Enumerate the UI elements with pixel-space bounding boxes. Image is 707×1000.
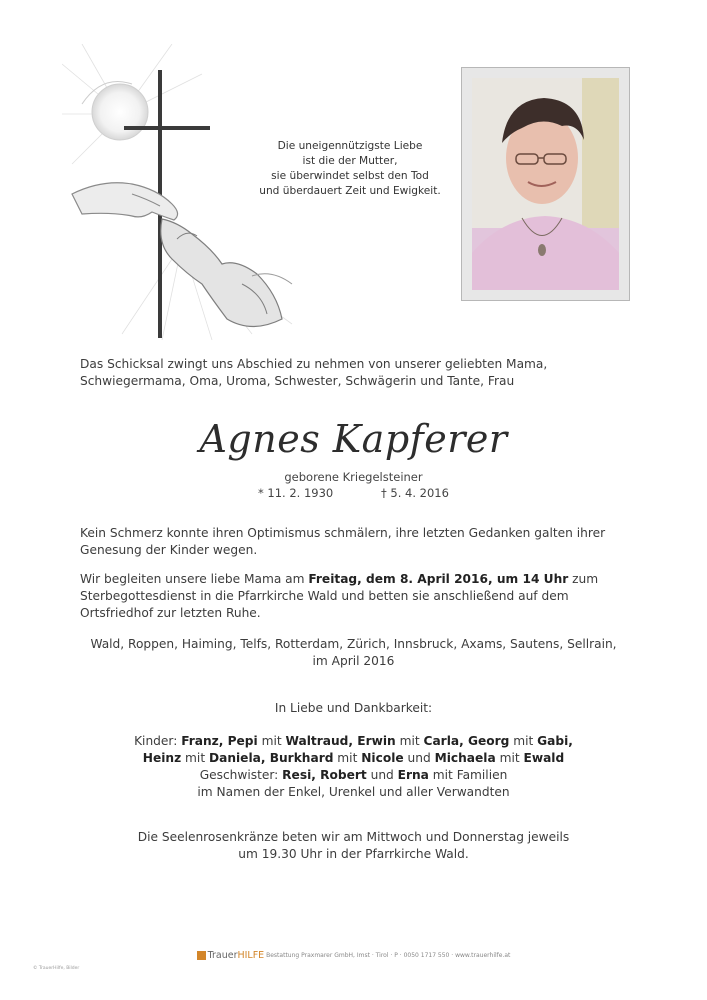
word: mit xyxy=(257,734,286,748)
name: Heinz xyxy=(142,751,182,765)
name: Daniela, Burkhard xyxy=(208,751,334,765)
word: mit xyxy=(509,734,538,748)
rosary-line: Die Seelenrosenkränze beten wir am Mittwoch und Donnerstag jeweils xyxy=(137,830,570,844)
family-line-children-2 xyxy=(0,750,707,767)
birth-name: geborene Kriegelsteiner xyxy=(284,470,423,484)
word: und xyxy=(366,768,398,782)
family-line-siblings xyxy=(0,767,707,784)
family-line-relatives: im Namen der Enkel, Urenkel und aller Verwandten xyxy=(197,785,510,799)
poem-line: ist die der Mutter, xyxy=(302,155,398,167)
rosary-note xyxy=(0,829,707,863)
name: Carla, Georg xyxy=(423,734,510,748)
portrait-photo xyxy=(472,78,619,290)
family-list xyxy=(0,733,707,801)
death-date: † 5. 4. 2016 xyxy=(381,486,449,500)
footer xyxy=(0,950,707,961)
places xyxy=(0,636,707,670)
funeral-date: Freitag, dem 8. April 2016, um 14 Uhr xyxy=(308,572,569,586)
name: Gabi, xyxy=(537,734,573,748)
label-geschwister: Geschwister: xyxy=(199,768,283,782)
funeral-text: Wir begleiten unsere liebe Mama am xyxy=(80,572,309,586)
paragraph-funeral xyxy=(80,571,640,622)
label-kinder: Kinder: xyxy=(134,734,182,748)
footer-text: Bestattung Praxmarer GmbH, Imst · Tirol · P · 0050 1717 550 · www.trauerhilfe.at xyxy=(266,952,511,959)
family-line-children xyxy=(0,733,707,750)
word: mit Familien xyxy=(428,768,508,782)
poem xyxy=(232,139,468,199)
poem-line: Die uneigennützigste Liebe xyxy=(277,140,423,152)
word: mit xyxy=(395,734,424,748)
name: Erna xyxy=(397,768,429,782)
word: mit xyxy=(181,751,209,765)
name: Michaela xyxy=(434,751,496,765)
poem-line: und überdauert Zeit und Ewigkeit. xyxy=(259,185,441,197)
paragraph-optimism: Kein Schmerz konnte ihren Optimismus schmälern, ihre letzten Gedanken galten ihrer Genesung der Kinder wegen. xyxy=(80,526,606,557)
birth-date: * 11. 2. 1930 xyxy=(258,486,334,500)
trauerhilfe-logo-icon xyxy=(197,951,206,960)
word: mit xyxy=(333,751,362,765)
places-date: im April 2016 xyxy=(312,654,395,668)
name: Ewald xyxy=(523,751,565,765)
funeral-text: zum Sterbegottesdienst in die Pfarrkirche Wald und betten sie anschließend auf dem Ortsfriedhof zur letzten Ruhe. xyxy=(80,572,599,620)
copyright: © TrauerHilfe, Bilder xyxy=(33,966,80,971)
brand-part: HILFE xyxy=(237,950,265,961)
poem-line: sie überwindet selbst den Tod xyxy=(271,170,429,182)
brand xyxy=(208,950,265,961)
portrait-frame xyxy=(461,67,630,301)
deceased-name: Agnes Kapferer xyxy=(199,417,508,461)
thanks-heading: In Liebe und Dankbarkeit: xyxy=(274,701,433,715)
name: Nicole xyxy=(361,751,404,765)
name: Franz, Pepi xyxy=(181,734,258,748)
name: Waltraud, Erwin xyxy=(285,734,396,748)
brand-part: Trauer xyxy=(207,950,238,961)
places-line: Wald, Roppen, Haiming, Telfs, Rotterdam, Zürich, Innsbruck, Axams, Sautens, Sellrain, xyxy=(90,637,617,651)
word: mit xyxy=(495,751,524,765)
name: Resi, Robert xyxy=(282,768,367,782)
intro-text: Das Schicksal zwingt uns Abschied zu nehmen von unserer geliebten Mama, Schwiegermama, Oma, Uroma, Schwester, Schwägerin und Tante, Frau xyxy=(80,357,548,388)
word: und xyxy=(403,751,435,765)
rosary-line: um 19.30 Uhr in der Pfarrkirche Wald. xyxy=(238,847,469,861)
